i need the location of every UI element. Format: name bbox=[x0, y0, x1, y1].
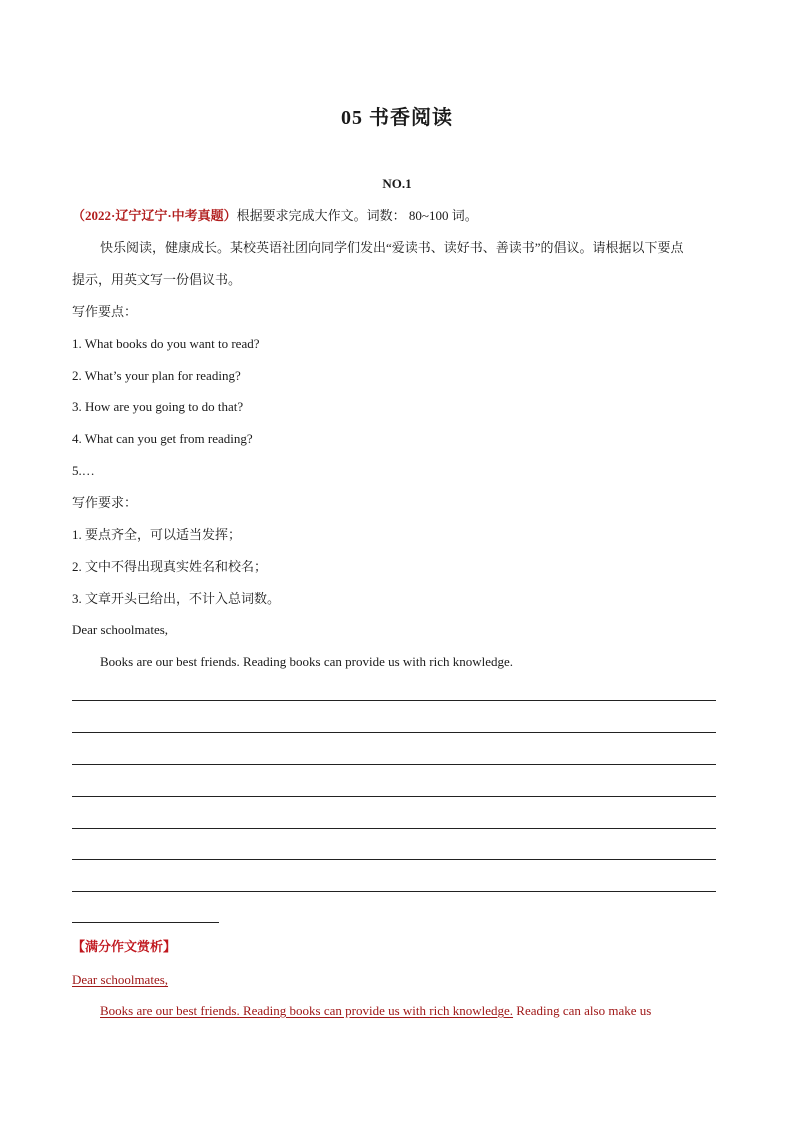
writing-point: 1. What books do you want to read? bbox=[72, 336, 260, 351]
prompt-line-1: 快乐阅读，健康成长。某校英语社团向同学们发出“爱读书、读好书、善读书”的倡议。请根据以下要点 bbox=[100, 240, 684, 255]
analysis-continuation: Reading can also make us bbox=[513, 1003, 652, 1018]
answer-line[interactable] bbox=[72, 796, 716, 797]
letter-opening: Books are our best friends. Reading books can provide us with rich knowledge. bbox=[100, 654, 514, 669]
prompt-line-2: 提示，用英文写一份倡议书。 bbox=[72, 272, 242, 287]
question-header bbox=[72, 207, 478, 225]
analysis-opening bbox=[100, 1002, 651, 1020]
answer-line[interactable] bbox=[72, 764, 716, 765]
answer-line[interactable] bbox=[72, 828, 716, 829]
answer-line[interactable] bbox=[72, 891, 716, 892]
requirement-item: 3. 文章开头已给出，不计入总词数。 bbox=[72, 591, 281, 606]
writing-point: 5.… bbox=[72, 463, 95, 478]
letter-salutation: Dear schoolmates, bbox=[72, 622, 169, 637]
writing-point: 2. What’s your plan for reading? bbox=[72, 368, 241, 383]
requirements-heading: 写作要求： bbox=[72, 495, 138, 510]
analysis-opening-underlined: Books are our best friends. Reading books can provide us with rich knowledge. bbox=[100, 1003, 514, 1018]
points-heading: 写作要点： bbox=[72, 304, 138, 319]
page-title: 05 书香阅读 bbox=[341, 107, 453, 129]
section-divider bbox=[72, 922, 219, 923]
requirement-item: 2. 文中不得出现真实姓名和校名； bbox=[72, 559, 268, 574]
analysis-salutation: Dear schoolmates, bbox=[72, 972, 169, 987]
answer-line[interactable] bbox=[72, 859, 716, 860]
section-number: NO.1 bbox=[382, 176, 412, 191]
answer-line[interactable] bbox=[72, 732, 716, 733]
writing-point: 4. What can you get from reading? bbox=[72, 431, 253, 446]
question-source: （2022·辽宁辽宁·中考真题） bbox=[72, 208, 237, 223]
writing-point: 3. How are you going to do that? bbox=[72, 399, 244, 414]
requirement-item: 1. 要点齐全，可以适当发挥； bbox=[72, 527, 242, 542]
question-instruction: 根据要求完成大作文。词数： 80~100 词。 bbox=[236, 208, 478, 223]
answer-line[interactable] bbox=[72, 700, 716, 701]
analysis-heading: 【满分作文赏析】 bbox=[72, 939, 177, 954]
